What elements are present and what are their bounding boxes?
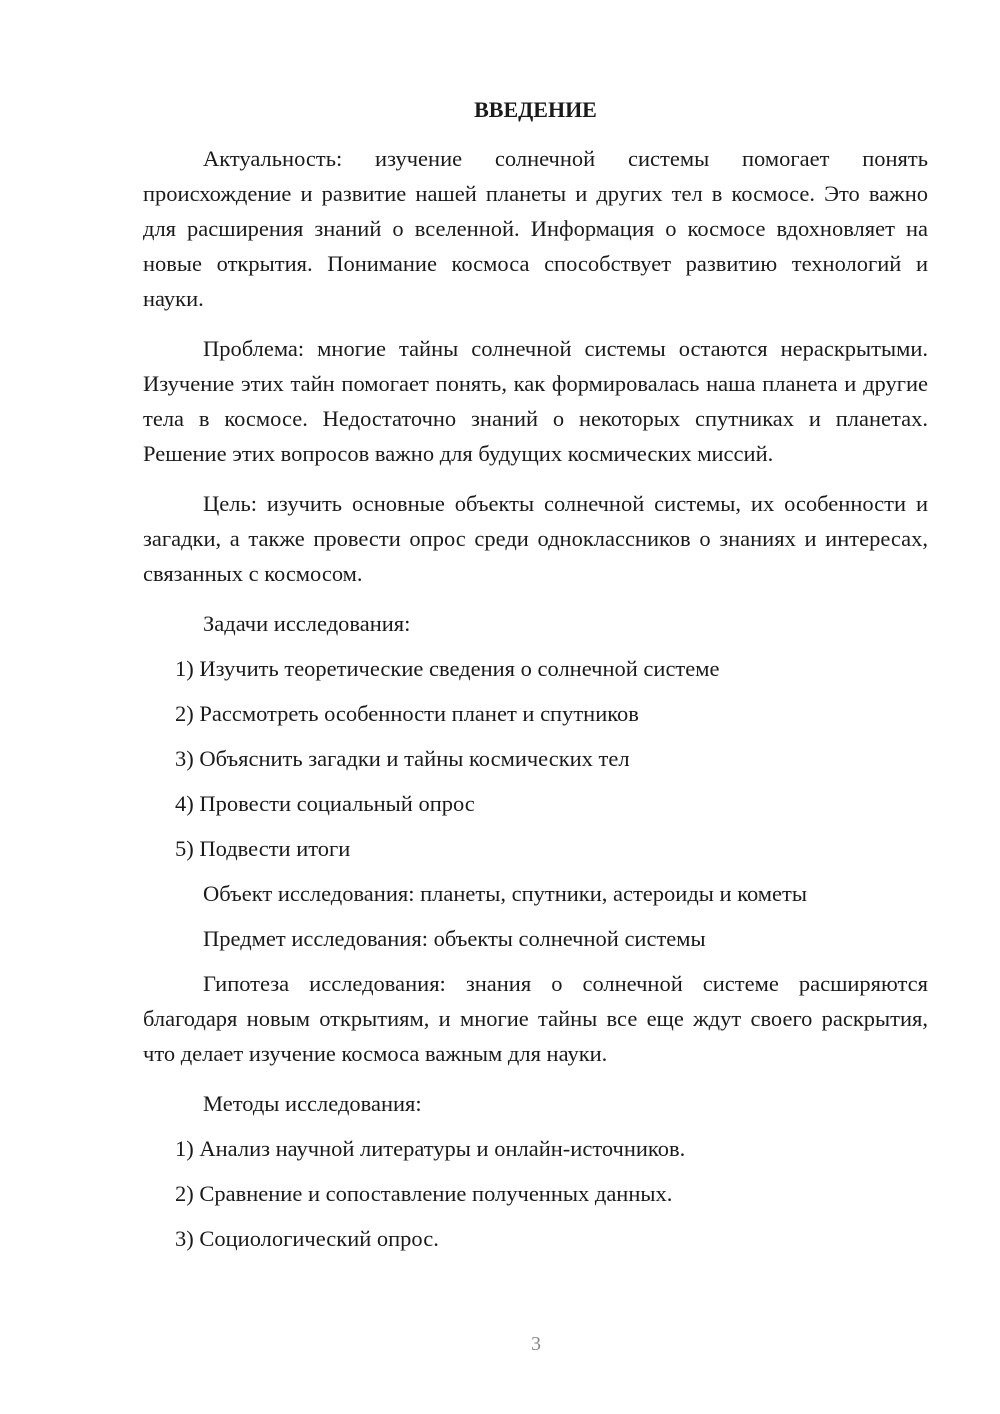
research-object: Объект исследования: планеты, спутники, астероиды и кометы <box>203 881 807 906</box>
list-item: 3) Социологический опрос. <box>175 1226 439 1251</box>
document-page <box>143 92 928 1266</box>
list-item: 4) Провести социальный опрос <box>175 791 475 816</box>
hypothesis-paragraph: Гипотеза исследования: знания о солнечной системе расширяются благодаря новым открытиям, и многие тайны все еще ждут своего раскрытия, что делает изучение космоса важным для науки. <box>143 971 928 1066</box>
problem-paragraph: Проблема: многие тайны солнечной системы остаются нераскрытыми. Изучение этих тайн помогает понять, как формировалась наша планета и другие тела в космосе. Недостаточно знаний о некоторых спутниках и планетах. Решение этих вопросов важно для будущих космических миссий. <box>143 336 928 466</box>
list-item: 2) Сравнение и сопоставление полученных данных. <box>175 1181 673 1206</box>
methods-heading: Методы исследования: <box>203 1091 422 1116</box>
tasks-heading: Задачи исследования: <box>203 611 411 636</box>
relevance-paragraph: Актуальность: изучение солнечной системы помогает понять происхождение и развитие нашей планеты и других тел в космосе. Это важно для расширения знаний о вселенной. Информация о космосе вдохновляет на новые открытия. Понимание космоса способствует развитию технологий и науки. <box>143 146 928 311</box>
research-subject: Предмет исследования: объекты солнечной системы <box>203 926 706 951</box>
list-item: 2) Рассмотреть особенности планет и спутников <box>175 701 639 726</box>
tasks-list <box>143 651 928 866</box>
goal-paragraph: Цель: изучить основные объекты солнечной системы, их особенности и загадки, а также провести опрос среди одноклассников о знаниях и интересах, связанных с космосом. <box>143 491 928 586</box>
list-item: 1) Изучить теоретические сведения о солнечной системе <box>175 656 720 681</box>
page-title: ВВЕДЕНИЕ <box>474 97 597 122</box>
list-item: 5) Подвести итоги <box>175 836 351 861</box>
page-number: 3 <box>531 1333 541 1355</box>
list-item: 1) Анализ научной литературы и онлайн-источников. <box>175 1136 686 1161</box>
methods-list <box>143 1131 928 1256</box>
list-item: 3) Объяснить загадки и тайны космических тел <box>175 746 630 771</box>
